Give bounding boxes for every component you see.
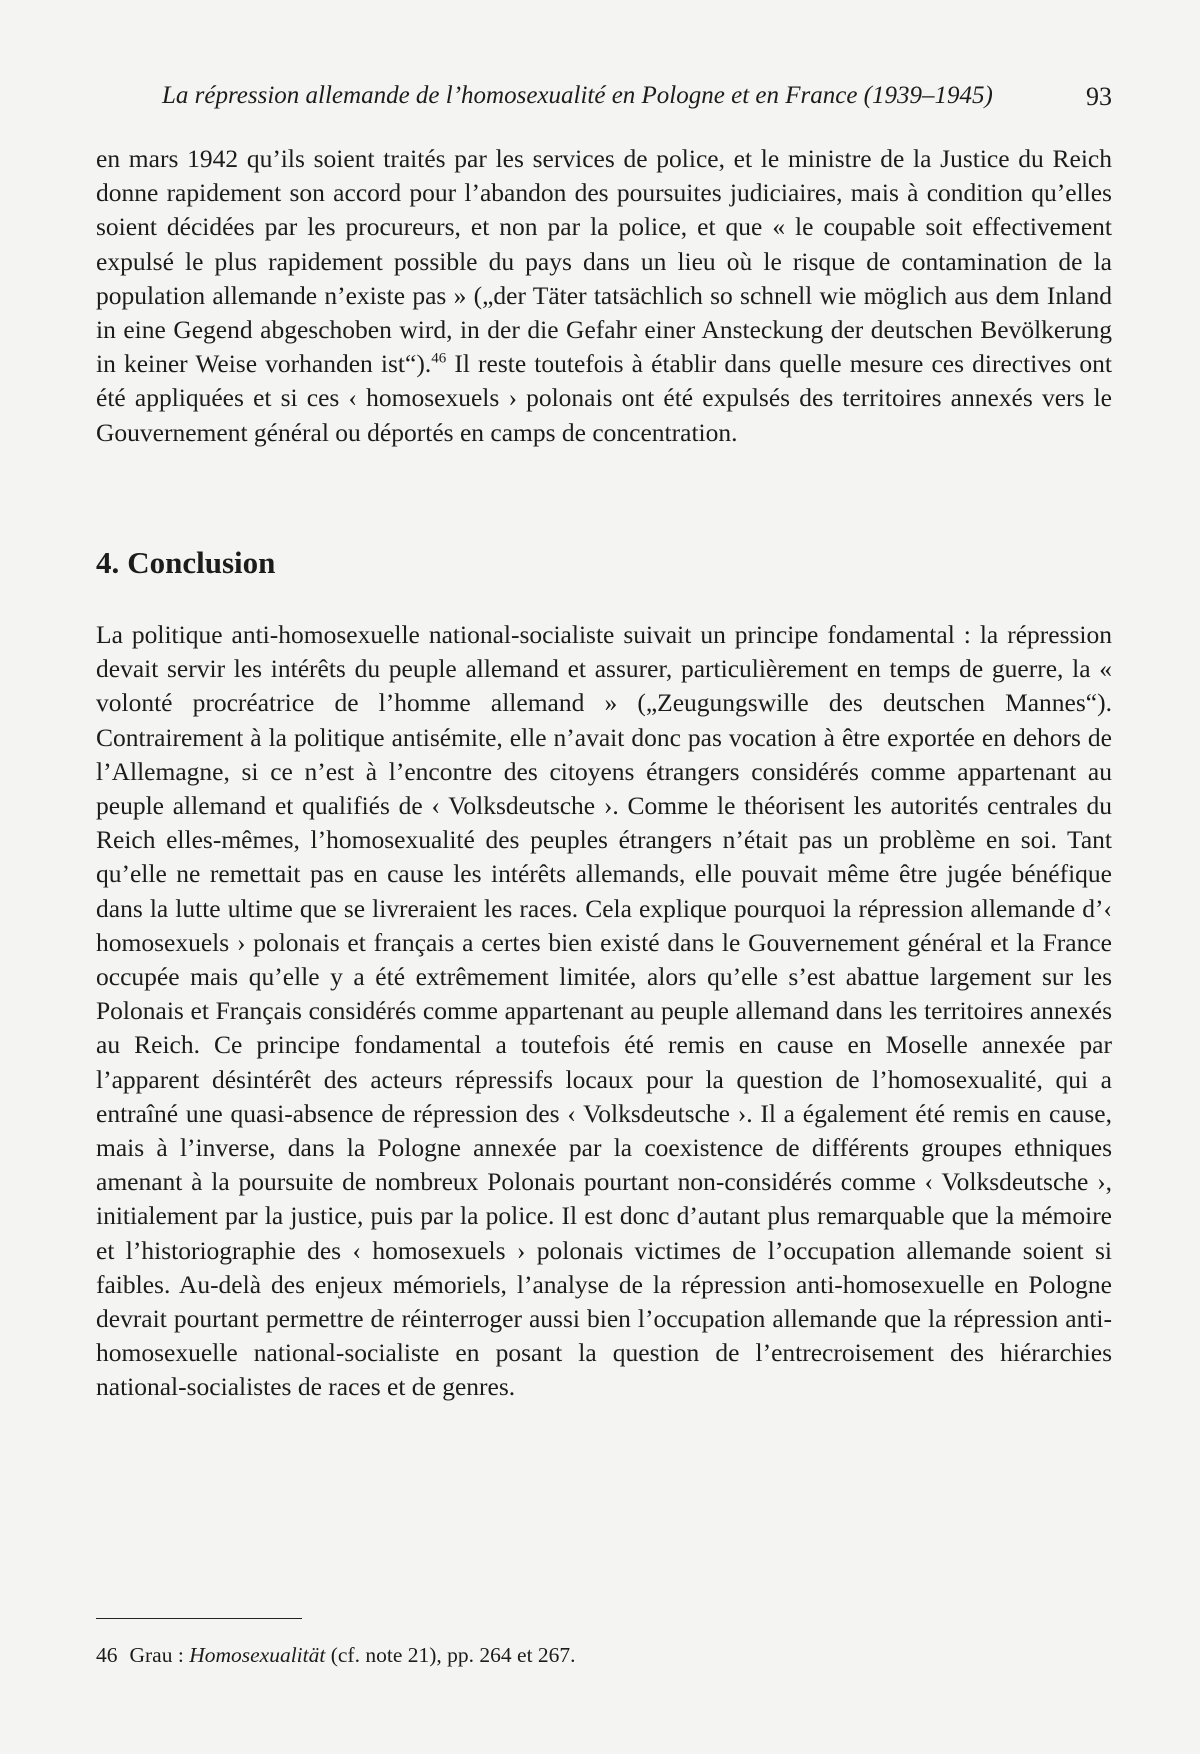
running-title: La répression allemande de l’homosexualité en Pologne et en France (1939–1945): [162, 82, 993, 109]
body-paragraph-1: [96, 142, 1112, 450]
section-title: Conclusion: [127, 545, 276, 580]
section-number: 4.: [96, 545, 120, 580]
footnote-author: Grau :: [129, 1643, 190, 1667]
page-number: 93: [1086, 82, 1112, 111]
footnote-46: [96, 1640, 1112, 1670]
footnote-reference-46[interactable]: 46: [431, 350, 447, 367]
section-heading: [96, 545, 275, 581]
body-paragraph-2: La politique anti-homosexuelle national-socialiste suivait un principe fondamental : la répression devait servir les intérêts du peuple allemand et assurer, particulièrement en temps de guerre, la « volonté procréatrice de l’homme allemand » („Zeugungswille des deutschen Mannes“). Contrairement à la politique antisémite, elle n’avait donc pas vocation à être exportée en dehors de l’Allemagne, si ce n’est à l’encontre des citoyens étrangers considérés comme appartenant au peuple allemand et qualifiés de ‹ Volksdeutsche ›. Comme le théorisent les autorités centrales du Reich elles-mêmes, l’homosexualité des peuples étrangers n’était pas un problème en soi. Tant qu’elle ne remettait pas en cause les intérêts allemands, elle pouvait même être jugée bénéfique dans la lutte ultime que se livreraient les races. Cela explique pourquoi la répression allemande d’‹ homosexuels › polonais et français a certes bien existé dans le Gouvernement général et la France occupée mais qu’elle y a été extrêmement limitée, alors qu’elle s’est abattue largement sur les Polonais et Français considérés comme appartenant au peuple allemand dans les territoires annexés au Reich. Ce principe fondamental a toutefois été remis en cause en Moselle annexée par l’apparent désintérêt des acteurs répressifs locaux pour la question de l’homosexualité, qui a entraîné une quasi-absence de répression des ‹ Volksdeutsche ›. Il a également été remis en cause, mais à l’inverse, dans la Pologne annexée par la coexistence de différents groupes ethniques amenant à la poursuite de nombreux Polonais pourtant non-considérés comme ‹ Volksdeutsche ›, initialement par la justice, puis par la police. Il est donc d’autant plus remarquable que la mémoire et l’historiographie des ‹ homosexuels › polonais victimes de l’occupation allemande soient si faibles. Au-delà des enjeux mémoriels, l’analyse de la répression anti-homosexuelle en Pologne devrait pourtant permettre de réinterroger aussi bien l’occupation allemande que la répression anti-homosexuelle national-socialiste en posant la question de l’entrecroisement des hiérarchies national-socialistes de races et de genres.: [96, 620, 1112, 1402]
footnote-title: Homosexualität: [189, 1643, 326, 1667]
footnote-number: 46: [96, 1643, 118, 1667]
running-head: [96, 82, 1112, 118]
footnote-separator: [96, 1618, 302, 1619]
paragraph-1-continuation: Il reste toutefois à établir dans quelle mesure ces directives ont été appliquées et si ces ‹ homosexuels › polonais ont été expulsés des territoires annexés vers le Gouvernement général ou déportés en camps de concentration.: [96, 349, 1112, 447]
paragraph-1-text: en mars 1942 qu’ils soient traités par les services de police, et le ministre de la Justice du Reich donne rapidement son accord pour l’abandon des poursuites judiciaires, mais à condition qu’elles soient décidées par les procureurs, et non par la police, et que « le coupable soit effectivement expulsé le plus rapidement possible du pays dans un lieu où le risque de contamination de la population allemande n’existe pas » („der Täter tatsächlich so schnell wie möglich aus dem Inland in eine Gegend abgeschoben wird, in der die Gefahr einer Ansteckung der deutschen Bevölkerung in keiner Weise vorhanden ist“).: [96, 144, 1112, 379]
footnote-citation: (cf. note 21), pp. 264 et 267.: [325, 1643, 576, 1667]
